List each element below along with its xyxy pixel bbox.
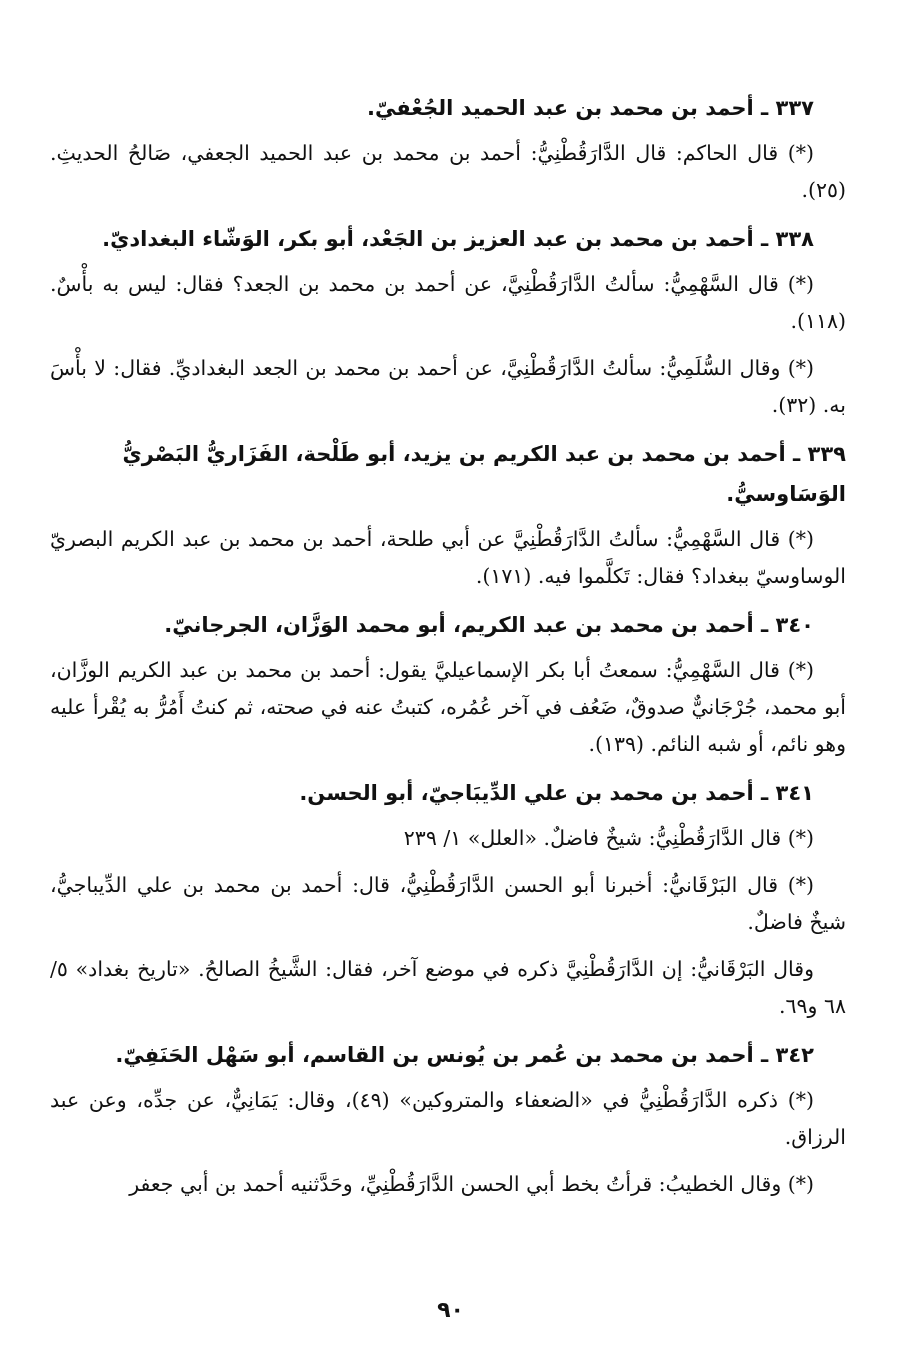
entry-paragraph: (*) وقال الخطيبُ: قرأتُ بخط أبي الحسن الدَّارَقُطْنِيِّ، وحَدَّثنيه أحمد بن أبي جعفر bbox=[129, 1172, 814, 1196]
entry-heading: ٣٤٢ ـ أحمد بن محمد بن عُمر بن يُونس بن القاسم، أبو سَهْل الحَنَفِيّ. bbox=[115, 1043, 814, 1067]
entry-paragraph: وقال البَرْقَانيُّ: إن الدَّارَقُطْنِيَّ ذكره في موضع آخر، فقال: الشَّيخُ الصالحُ. «تاريخ بغداد» ٥/ ٦٨ و٦٩. bbox=[50, 957, 846, 1018]
entry-heading: ٣٤١ ـ أحمد بن محمد بن علي الدِّيبَاجيّ، أبو الحسن. bbox=[299, 781, 814, 805]
entry-paragraph: (*) قال الحاكم: قال الدَّارَقُطْنِيُّ: أحمد بن محمد بن عبد الحميد الجعفي، صَالحُ الحديثِ. (٢٥). bbox=[50, 141, 846, 202]
entry-paragraph: (*) قال السَّهْمِيُّ: سألتُ الدَّارَقُطْنِيَّ عن أبي طلحة، أحمد بن محمد بن عبد الكريم البصريّ الوساوسيّ ببغداد؟ فقال: تَكلَّموا فيه. (١٧١). bbox=[50, 527, 846, 588]
entry-paragraph: (*) قال السَّهْمِيُّ: سمعتُ أبا بكر الإسماعيليَّ يقول: أحمد بن محمد بن عبد الكريم الوزَّان، أبو محمد، جُرْجَانيٌّ صدوقٌ، ضَعُف في آخر عُمُره، كتبتُ عنه في صحته، ثم كنتُ أَمُرُّ به يُقْرأ عليه وهو نائم، أو شبه النائم. (١٣٩). bbox=[50, 658, 846, 756]
entry-paragraph: (*) قال البَرْقَانيُّ: أخبرنا أبو الحسن الدَّارَقُطْنِيُّ، قال: أحمد بن محمد بن علي الدِّيباجيُّ، شيخٌ فاضلٌ. bbox=[50, 873, 846, 934]
entry-heading: ٣٣٧ ـ أحمد بن محمد بن عبد الحميد الجُعْفيّ. bbox=[366, 96, 814, 120]
entry-paragraph: (*) قال الدَّارَقُطْنِيُّ: شيخٌ فاضلٌ. «العلل» ١/ ٢٣٩ bbox=[403, 826, 814, 850]
entry-paragraph: (*) وقال السُّلَمِيُّ: سألتُ الدَّارَقُطْنِيَّ، عن أحمد بن محمد بن الجعد البغداديِّ. فقال: لا بأْسَ به. (٣٢). bbox=[50, 356, 846, 417]
entry-heading: ٣٣٩ ـ أحمد بن محمد بن عبد الكريم بن يزيد، أبو طَلْحة، الفَزَاريُّ البَصْريُّ الوَسَاوسيُّ. bbox=[122, 442, 846, 506]
entry-paragraph: (*) ذكره الدَّارَقُطْنِيُّ في «الضعفاء والمتروكين» (٤٩)، وقال: يَمَانِيٌّ، عن جدِّه، وعن عبد الرزاق. bbox=[50, 1088, 846, 1149]
page-number: ٩٠ bbox=[437, 1298, 464, 1323]
entry-paragraph: (*) قال السَّهْمِيُّ: سألتُ الدَّارَقُطْنِيَّ، عن أحمد بن محمد بن الجعد؟ فقال: ليس به بأْسٌ. (١١٨). bbox=[50, 272, 846, 333]
entry-heading: ٣٤٠ ـ أحمد بن محمد بن عبد الكريم، أبو محمد الوَزَّان، الجرجانيّ. bbox=[164, 613, 814, 637]
entry-heading: ٣٣٨ ـ أحمد بن محمد بن عبد العزيز بن الجَعْد، أبو بكر، الوَشّاء البغداديّ. bbox=[102, 227, 814, 251]
